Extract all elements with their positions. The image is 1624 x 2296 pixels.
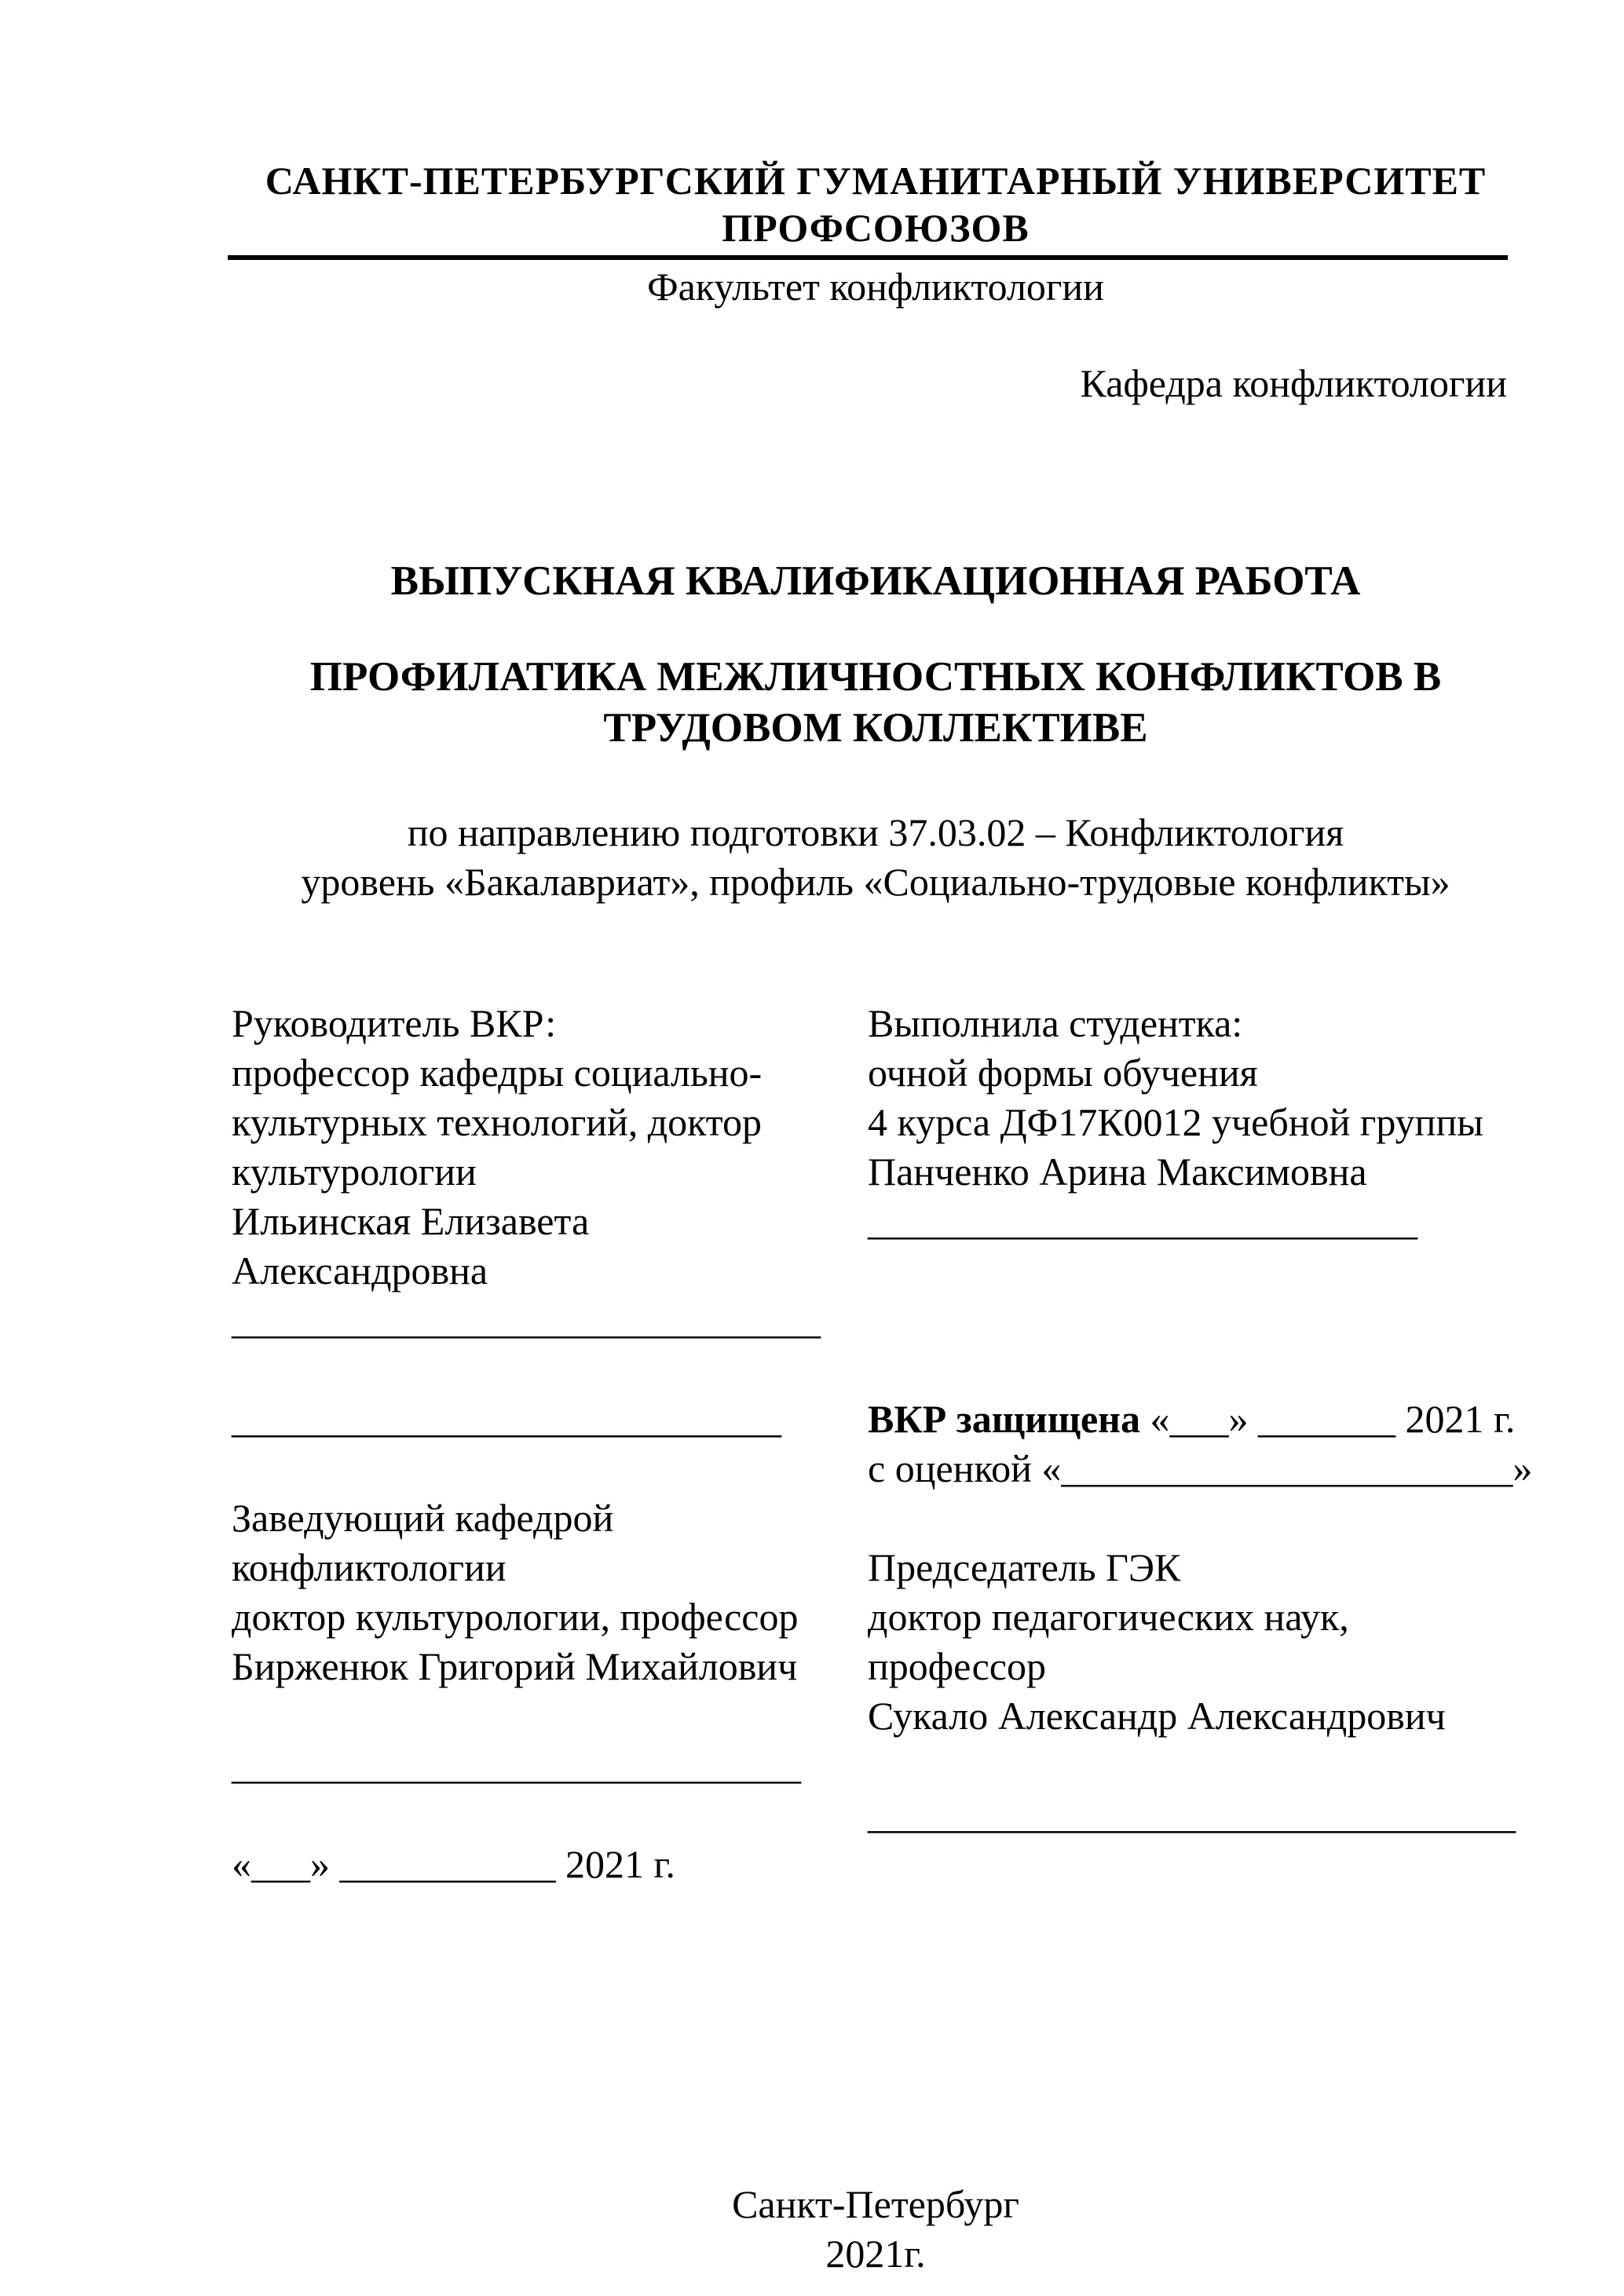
- department-name: Кафедра конфликтологии: [1080, 361, 1507, 405]
- date-fill-line: «___» ___________ 2021 г.: [232, 1842, 675, 1886]
- university-name-line1: САНКТ-ПЕТЕРБУРГСКИЙ ГУМАНИТАРНЫЙ УНИВЕРСИТЕТ: [265, 159, 1487, 203]
- footer: [232, 2180, 1520, 2279]
- thesis-title-line1: ПРОФИЛАТИКА МЕЖЛИЧНОСТНЫХ КОНФЛИКТОВ В: [309, 654, 1442, 700]
- program-info: [232, 808, 1520, 907]
- supervisor-role-header: Руководитель ВКР:: [232, 1001, 557, 1045]
- department-head-line2: конфликтологии: [232, 1545, 507, 1589]
- student-name: Панченко Арина Максимовна: [868, 1150, 1367, 1194]
- defense-date-line: [868, 1395, 1520, 1444]
- student-performed-header: Выполнила студентка:: [868, 1001, 1243, 1045]
- signature-columns: [232, 999, 1533, 1889]
- supervisor-column: [232, 999, 868, 1889]
- defense-date-label: ВКР защищена: [868, 1397, 1140, 1441]
- gek-chairman-name: Сукало Александр Александрович: [868, 1694, 1446, 1738]
- header-divider: [228, 255, 1508, 260]
- page-content: [232, 0, 1533, 2279]
- gek-chairman-line3: профессор: [868, 1644, 1046, 1688]
- supervisor-title-line3: культурологии: [232, 1150, 477, 1194]
- gek-chairman-line2: доктор педагогических наук,: [868, 1595, 1349, 1639]
- footer-year: 2021г.: [825, 2232, 926, 2276]
- supervisor-signature-line: ______________________________: [232, 1298, 821, 1342]
- department-head-line3: доктор культурологии, профессор: [232, 1595, 799, 1639]
- supervisor-signature-line-2: ____________________________: [232, 1397, 781, 1441]
- department-head-signature-line: _____________________________: [232, 1743, 801, 1787]
- gek-chairman-line1: Председатель ГЭК: [868, 1545, 1181, 1589]
- department-head-line1: Заведующий кафедрой: [232, 1496, 614, 1540]
- faculty-name: Факультет конфликтологии: [647, 265, 1104, 309]
- supervisor-title-line2: культурных технологий, доктор: [232, 1100, 762, 1144]
- supervisor-name-line2: Александровна: [232, 1249, 488, 1292]
- thesis-title-line2: ТРУДОВОМ КОЛЛЕКТИВЕ: [603, 705, 1148, 751]
- student-course-group: 4 курса ДФ17К0012 учебной группы: [868, 1100, 1483, 1144]
- supervisor-name-line1: Ильинская Елизавета: [232, 1199, 590, 1243]
- gek-chairman-signature-line: _________________________________: [868, 1793, 1516, 1837]
- supervisor-title-line1: профессор кафедры социально-: [232, 1051, 763, 1095]
- grade-fill-line: с оценкой «_______________________»: [868, 1446, 1533, 1490]
- student-study-form: очной формы обучения: [868, 1051, 1258, 1095]
- student-signature-line: ____________________________: [868, 1199, 1417, 1243]
- defense-date-fill: «___» _______ 2021 г.: [1139, 1397, 1516, 1441]
- university-name: [232, 0, 1520, 251]
- student-column: [868, 999, 1533, 1840]
- program-direction: по направлению подготовки 37.03.02 – Конфликтология: [407, 810, 1344, 854]
- program-level-profile: уровень «Бакалавриат», профиль «Социально-трудовые конфликты»: [301, 860, 1450, 904]
- work-type-heading: ВЫПУСКНАЯ КВАЛИФИКАЦИОННАЯ РАБОТА: [390, 558, 1361, 604]
- thesis-title: [232, 652, 1520, 754]
- department-head-name: Бирженюк Григорий Михайлович: [232, 1644, 798, 1688]
- footer-city: Санкт-Петербург: [732, 2182, 1019, 2226]
- university-name-line2: ПРОФСОЮЗОВ: [722, 206, 1030, 250]
